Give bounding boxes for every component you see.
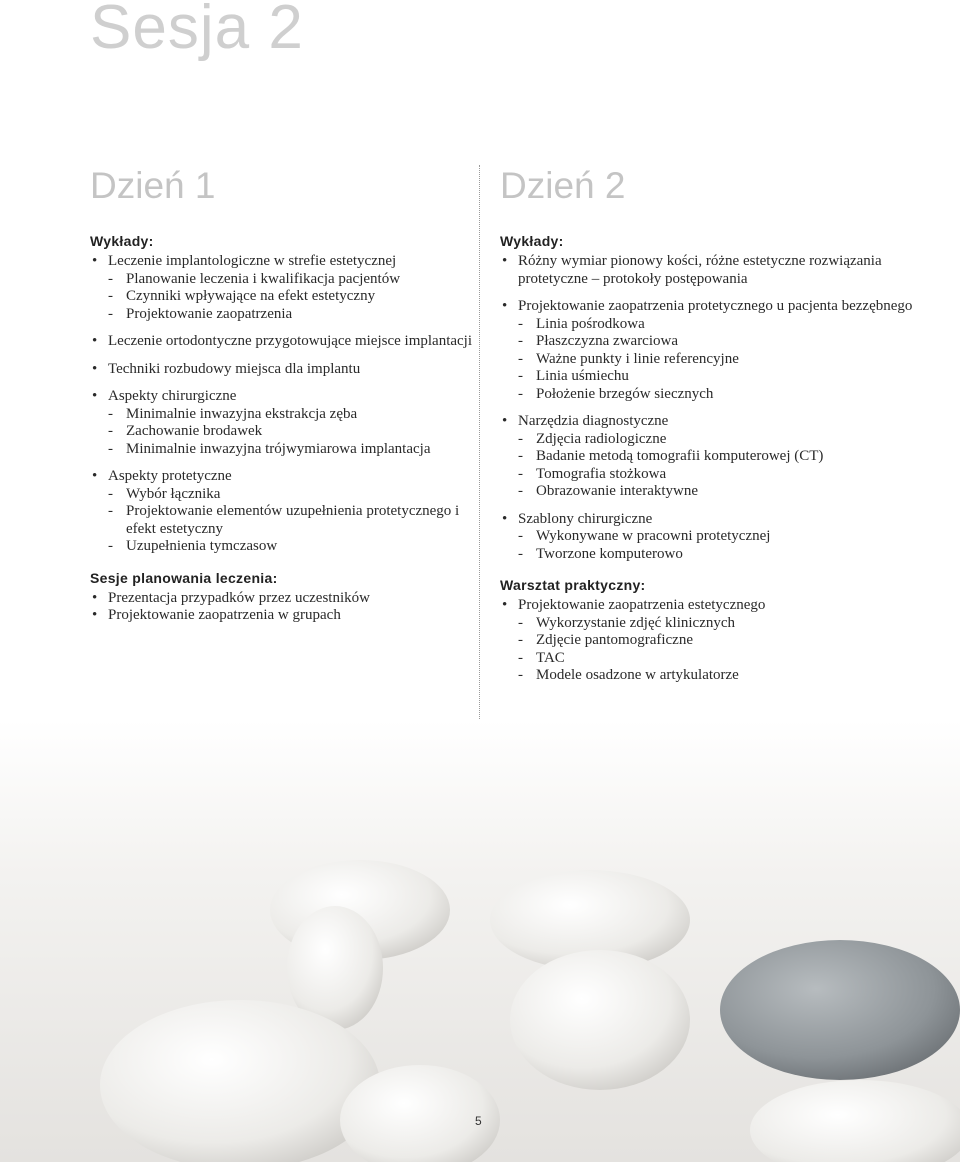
- list-item-text: Leczenie implantologiczne w strefie estetycznej: [108, 253, 397, 269]
- list-item: • Prezentacja przypadków przez uczestników: [90, 590, 480, 608]
- sub-list-item: - Czynniki wpływające na efekt estetyczny: [108, 288, 480, 306]
- day2-lectures-list: [500, 253, 940, 563]
- day1-lectures-heading: Wykłady:: [90, 233, 154, 249]
- sub-list-item: - Wykonywane w pracowni protetycznej: [518, 528, 940, 546]
- list-item-text: Szablony chirurgiczne: [518, 510, 653, 527]
- day2-lectures-heading: Wykłady:: [500, 233, 564, 249]
- sub-list-item: - Projektowanie zaopatrzenia: [108, 306, 480, 324]
- list-item: [500, 298, 940, 403]
- sub-list-item: - Zdjęcia radiologiczne: [518, 431, 940, 449]
- sub-list-item: - Płaszczyzna zwarciowa: [518, 333, 940, 351]
- day1-title: Dzień 1: [90, 165, 216, 206]
- sub-list-item: - Tomografia stożkowa: [518, 466, 940, 484]
- sub-list-item: - Planowanie leczenia i kwalifikacja pacjentów: [108, 271, 480, 289]
- list-item-text: Projektowanie zaopatrzenia protetycznego u pacjenta bezzębnego: [518, 298, 913, 314]
- sub-list: [518, 615, 940, 685]
- list-item-text: Projektowanie zaopatrzenia estetycznego: [518, 597, 766, 613]
- sub-list-item: - TAC: [518, 650, 940, 668]
- day2-workshop-heading: Warsztat praktyczny:: [500, 577, 646, 593]
- sub-list-item: - Ważne punkty i linie referencyjne: [518, 351, 940, 369]
- day1-lectures-list: [90, 253, 480, 556]
- list-item: [90, 253, 480, 323]
- list-item: [90, 333, 480, 351]
- page-number: 5: [475, 1114, 482, 1128]
- sub-list: [108, 271, 480, 324]
- sub-list: [108, 486, 480, 556]
- sub-list-item: - Tworzone komputerowo: [518, 546, 940, 564]
- sub-list-item: - Badanie metodą tomografii komputerowej (CT): [518, 448, 940, 466]
- list-item: [90, 361, 480, 379]
- sub-list: [518, 316, 940, 404]
- sub-list-item: - Linia uśmiechu: [518, 368, 940, 386]
- day1-planning-list: [90, 590, 480, 625]
- list-item-text: Techniki rozbudowy miejsca dla implantu: [108, 360, 361, 377]
- sub-list-item: - Minimalnie inwazyjna trójwymiarowa implantacja: [108, 441, 480, 459]
- sub-list-item: - Wybór łącznika: [108, 486, 480, 504]
- list-item: [500, 253, 940, 288]
- list-item: [500, 597, 940, 685]
- sub-list: [518, 528, 940, 563]
- day1-column: [90, 165, 480, 639]
- sub-list-item: - Uzupełnienia tymczasow: [108, 538, 480, 556]
- list-item: [500, 511, 940, 564]
- stones-image: [0, 720, 960, 1162]
- list-item-text: Narzędzia diagnostyczne: [518, 413, 669, 429]
- list-item: • Projektowanie zaopatrzenia w grupach: [90, 607, 480, 625]
- sub-list-item: - Projektowanie elementów uzupełnienia protetycznego i efekt estetyczny: [108, 503, 480, 538]
- sub-list-item: - Zachowanie brodawek: [108, 423, 480, 441]
- day1-planning-heading: Sesje planowania leczenia:: [90, 569, 278, 586]
- list-item-text: Aspekty protetyczne: [108, 468, 232, 484]
- list-item: [500, 413, 940, 501]
- sub-list-item: - Linia pośrodkowa: [518, 316, 940, 334]
- sub-list-item: - Położenie brzegów siecznych: [518, 386, 940, 404]
- list-item: [90, 468, 480, 556]
- list-item-text: Różny wymiar pionowy kości, różne estetyczne rozwiązania protetyczne – protokoły postępowania: [518, 253, 882, 287]
- sub-list: [518, 431, 940, 501]
- list-item: [90, 388, 480, 458]
- sub-list-item: - Zdjęcie pantomograficzne: [518, 632, 940, 650]
- sub-list-item: - Obrazowanie interaktywne: [518, 483, 940, 501]
- sub-list-item: - Modele osadzone w artykulatorze: [518, 667, 940, 685]
- page-title: Sesja 2: [90, 0, 304, 62]
- list-item-text: Aspekty chirurgiczne: [108, 388, 237, 404]
- sub-list-item: - Wykorzystanie zdjęć klinicznych: [518, 615, 940, 633]
- sub-list-item: - Minimalnie inwazyjna ekstrakcja zęba: [108, 406, 480, 424]
- day2-title: Dzień 2: [500, 165, 626, 206]
- day2-workshop-list: [500, 597, 940, 685]
- day2-column: [500, 165, 940, 699]
- list-item-text: Leczenie ortodontyczne przygotowujące miejsce implantacji: [108, 333, 473, 349]
- sub-list: [108, 406, 480, 459]
